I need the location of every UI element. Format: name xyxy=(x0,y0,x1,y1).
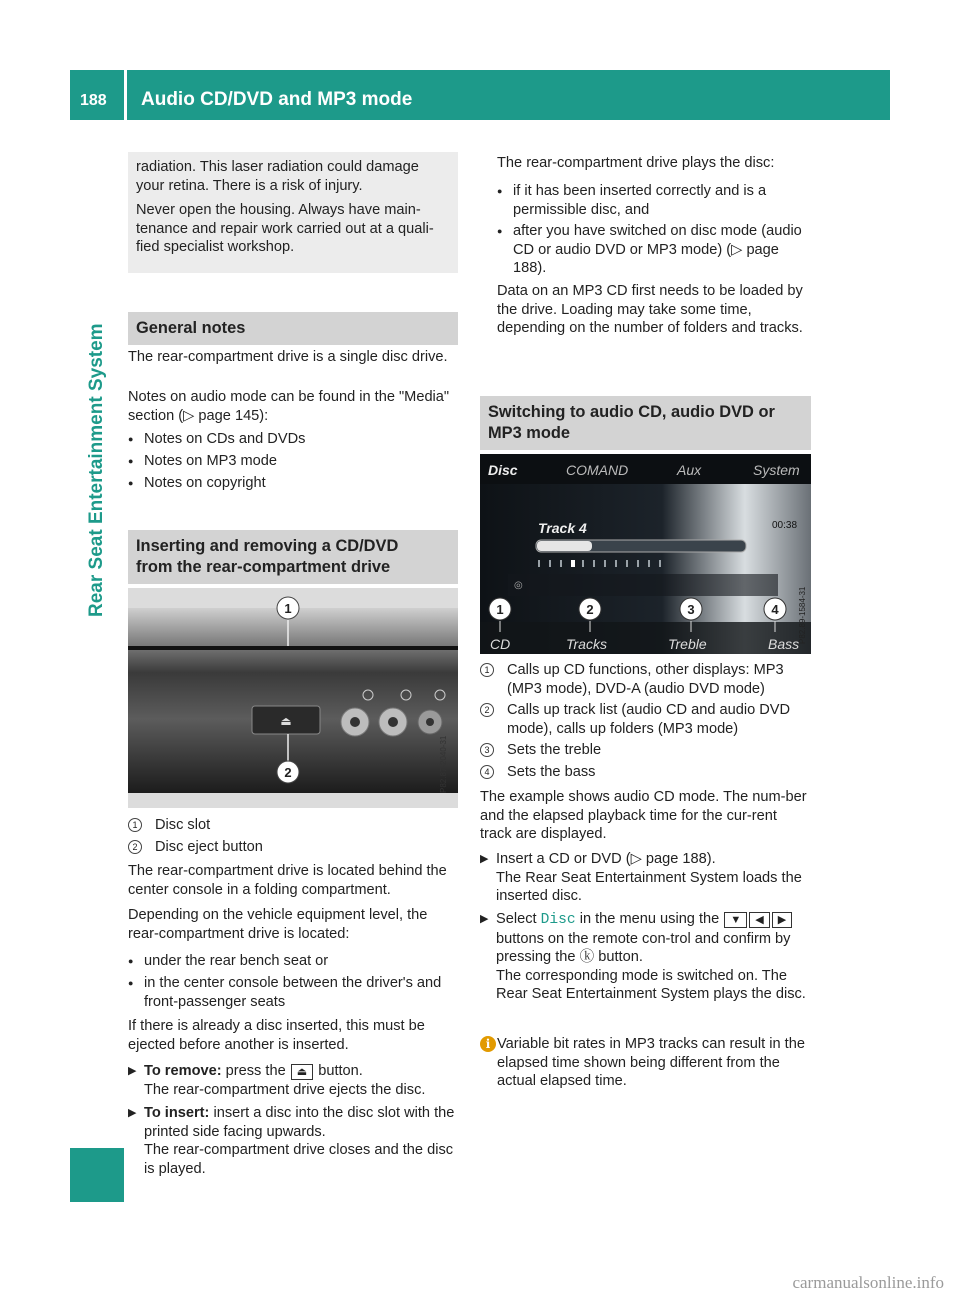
warning-text-2: Never open the housing. Always have main-tenance and repair work carried out at a quali-fied specialist workshop. xyxy=(136,202,434,256)
step-insert xyxy=(128,1104,460,1178)
warning-box xyxy=(128,152,458,273)
callout-text: Disc eject button xyxy=(155,839,263,855)
callout-item-2 xyxy=(128,838,458,857)
step-text: in the menu using the xyxy=(579,911,720,927)
step-text: insert a disc into the disc slot with the printed side facing upwards. xyxy=(144,1105,455,1140)
disc-slot xyxy=(128,646,458,650)
step-text: press the xyxy=(225,1063,286,1079)
page-number: 188 xyxy=(80,92,107,109)
callout-number: 1 xyxy=(128,818,142,832)
svg-text:2: 2 xyxy=(586,602,594,617)
heading-line: from the rear-compartment drive xyxy=(136,558,391,576)
elapsed-time: 00:38 xyxy=(772,520,798,531)
watermark: carmanualsonline.info xyxy=(792,1273,944,1293)
callout-item-3 xyxy=(480,741,812,760)
down-key-icon: ▼ xyxy=(724,912,747,928)
tick-mark xyxy=(637,560,639,567)
callout-text: Disc slot xyxy=(155,817,211,833)
softkey-tracks: Tracks xyxy=(566,636,607,652)
step-select-disc xyxy=(480,910,812,1004)
tick-mark xyxy=(659,560,661,567)
step-result: The Rear Seat Entertainment System loads the inserted disc. xyxy=(496,869,802,905)
step-insert-disc xyxy=(480,850,812,906)
softkey-bass: Bass xyxy=(768,636,800,652)
warning-text-1: radiation. This laser radiation could damage your retina. There is a risk of injury. xyxy=(136,159,419,194)
svg-text:4: 4 xyxy=(771,602,779,617)
step-text: buttons on the remote con-trol and confirm by pressing the xyxy=(496,930,791,966)
eject-icon: ⏏ xyxy=(280,714,292,728)
info-icon: i xyxy=(480,1036,496,1052)
callout-number: 3 xyxy=(480,743,494,757)
callout-number: 4 xyxy=(480,765,494,779)
callout-number: 2 xyxy=(128,840,142,854)
step-label: To insert: xyxy=(144,1105,210,1121)
menu-item-system: System xyxy=(753,462,800,478)
callout-item-1 xyxy=(128,816,458,835)
ok-key-icon: ⓚ xyxy=(579,949,595,966)
step-label: To remove: xyxy=(144,1063,222,1079)
tick-mark xyxy=(571,560,575,567)
image-code: P82.87-2040-31 xyxy=(439,735,448,793)
right-key-icon: ▶ xyxy=(772,912,792,928)
step-result: The rear-compartment drive closes and the disc is played. xyxy=(144,1142,454,1177)
tick-mark xyxy=(648,560,650,567)
side-tab-block xyxy=(70,1148,124,1202)
tick-mark xyxy=(538,560,540,567)
heading-line: MP3 mode xyxy=(488,424,570,442)
list-item: ● under the rear bench seat or xyxy=(128,952,458,971)
list-item: ● in the center console between the driver's and front-passenger seats xyxy=(128,974,458,1011)
step-text: Select xyxy=(496,911,537,927)
general-notes-text-2: Notes on audio mode can be found in the "Media" section (▷ page 145): xyxy=(128,389,450,424)
intro-text-1: The rear-compartment drive plays the disc: xyxy=(497,155,775,171)
inserting-text-3: If there is already a disc inserted, this must be ejected before another is inserted. xyxy=(128,1018,425,1053)
left-key-icon: ◀ xyxy=(749,912,769,928)
svg-text:2: 2 xyxy=(284,765,292,780)
audio-cd-screen xyxy=(480,454,811,654)
disc-drive-photo xyxy=(128,588,458,808)
svg-text:1: 1 xyxy=(284,601,292,616)
callout-number: 2 xyxy=(480,703,494,717)
tick-mark xyxy=(549,560,551,567)
menu-item-comand: COMAND xyxy=(566,462,629,478)
callout-item-1 xyxy=(480,661,812,698)
menu-item-aux: Aux xyxy=(677,462,702,478)
section-heading-inserting xyxy=(128,530,458,584)
tick-mark xyxy=(582,560,584,567)
side-tab-label: Rear Seat Entertainment System xyxy=(86,323,107,617)
section-heading-general-notes: General notes xyxy=(128,312,458,345)
softkey-treble: Treble xyxy=(668,636,707,652)
svg-text:1: 1 xyxy=(496,602,504,617)
menu-code-disc: Disc xyxy=(540,912,576,928)
callout-item-2 xyxy=(480,701,812,738)
step-text: Insert a CD or DVD (▷ page 188). xyxy=(496,851,716,867)
svg-text:3: 3 xyxy=(687,602,695,617)
menu-item-disc: Disc xyxy=(488,462,518,478)
tick-mark xyxy=(604,560,606,567)
info-note: Variable bit rates in MP3 tracks can result in the elapsed time shown being different from the actual elapsed time. xyxy=(497,1036,805,1090)
inserting-text-2: Depending on the vehicle equipment level, the rear-compartment drive is located: xyxy=(128,907,428,942)
step-result: The rear-compartment drive ejects the disc. xyxy=(144,1081,426,1098)
step-result: The corresponding mode is switched on. The Rear Seat Entertainment System plays the disc. xyxy=(496,967,806,1003)
list-item: ● Notes on copyright xyxy=(128,474,458,493)
callout-number: 1 xyxy=(480,663,494,677)
list-item: ● Notes on CDs and DVDs xyxy=(128,430,458,449)
playback-progress xyxy=(537,541,592,551)
softkey-cd: CD xyxy=(490,636,511,652)
list-item: ● if it has been inserted correctly and is a permissible disc, and xyxy=(497,182,812,219)
callout-text: Sets the treble xyxy=(507,742,602,758)
callout-text: Calls up track list (audio CD and audio DVD mode), calls up folders (MP3 mode) xyxy=(507,702,791,737)
track-name: Track 4 xyxy=(538,520,587,536)
general-notes-text-1: The rear-compartment drive is a single disc drive. xyxy=(128,349,448,365)
switching-text-1: The example shows audio CD mode. The num-ber and the elapsed playback time for the cur-rent track are displayed. xyxy=(480,789,807,843)
tick-mark xyxy=(593,560,595,567)
step-text: button. xyxy=(318,1063,363,1079)
callout-item-4 xyxy=(480,763,812,782)
list-item: ● after you have switched on disc mode (audio CD or audio DVD or MP3 mode) (▷ page 188). xyxy=(497,222,812,278)
section-heading-switching xyxy=(480,396,811,450)
tick-mark xyxy=(615,560,617,567)
header-divider xyxy=(124,70,127,120)
tick-mark xyxy=(560,560,562,567)
image-code: P82.89-1584-31 xyxy=(798,586,807,644)
heading-line: Switching to audio CD, audio DVD or xyxy=(488,403,775,421)
heading-line: Inserting and removing a CD/DVD xyxy=(136,537,399,555)
tick-mark xyxy=(626,560,628,567)
inserting-text-1: The rear-compartment drive is located behind the center console in a folding compartment. xyxy=(128,863,447,898)
eject-key-icon: ⏏ xyxy=(291,1064,313,1080)
disc-icon: ◎ xyxy=(514,580,523,591)
page-title: Audio CD/DVD and MP3 mode xyxy=(141,89,413,110)
intro-text-2: Data on an MP3 CD first needs to be loaded by the drive. Loading may take some time, depending on the number of folders and tracks. xyxy=(497,283,803,337)
callout-text: Sets the bass xyxy=(507,764,596,780)
step-text: button. xyxy=(598,949,643,966)
step-remove xyxy=(128,1062,458,1099)
list-item: ● Notes on MP3 mode xyxy=(128,452,458,471)
callout-text: Calls up CD functions, other displays: MP3 (MP3 mode), DVD-A (audio DVD mode) xyxy=(507,662,784,697)
